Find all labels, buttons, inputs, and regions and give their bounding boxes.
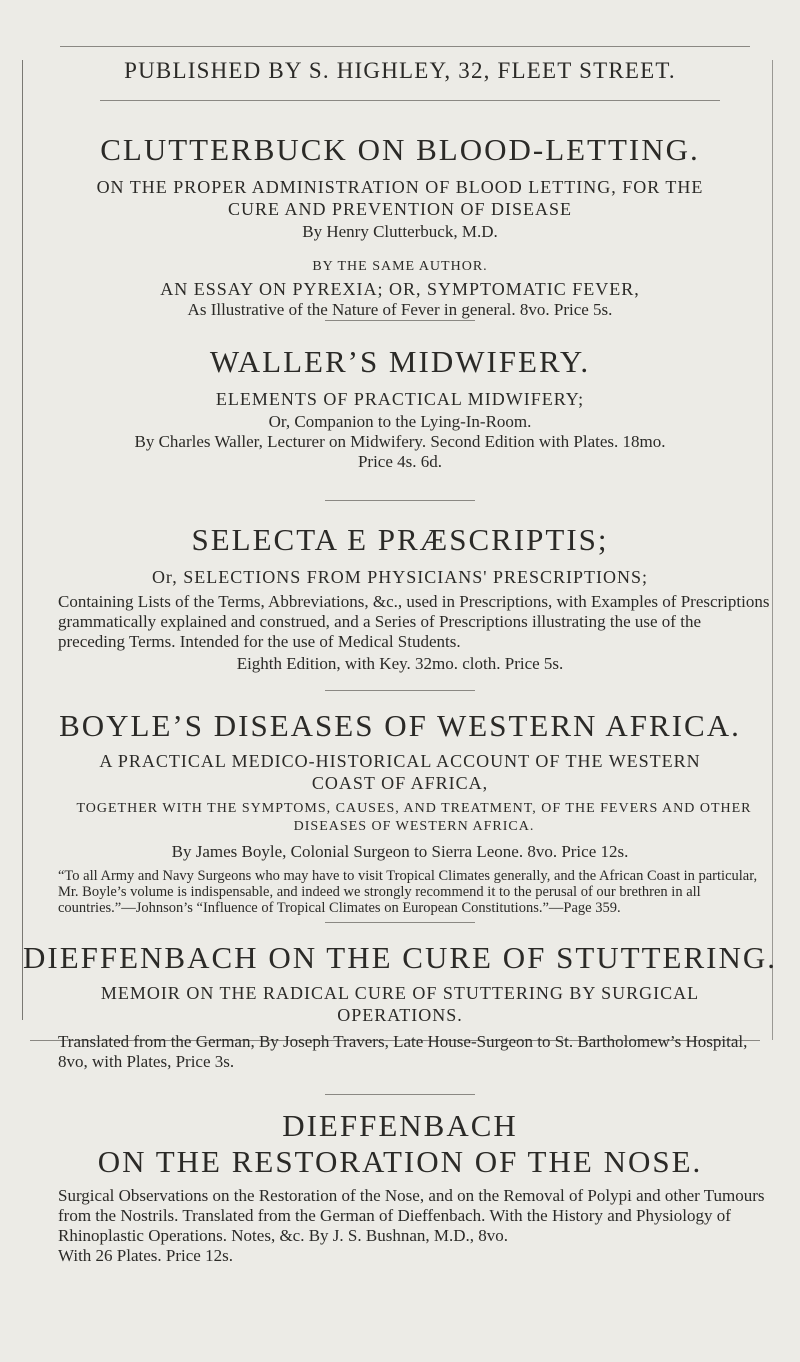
entry-description: Surgical Observations on the Restoration of the Nose, and on the Removal of Polypi and other Tumours from the Nostrils. Translated from the German of Dieffenbach. With the History and Physiology of Rhinoplastic Operations. Notes, &c. By J. S. Bushnan, M.D., 8vo. bbox=[58, 1186, 765, 1245]
entry-boyle bbox=[0, 708, 800, 916]
entry-clutterbuck bbox=[0, 132, 800, 320]
entry-title-line2: ON THE RESTORATION OF THE NOSE. bbox=[97, 1144, 703, 1179]
entry-line: Or, Companion to the Lying-In-Room. bbox=[268, 412, 532, 431]
entry-dieffenbach-nose bbox=[0, 1108, 800, 1266]
divider-2 bbox=[0, 500, 800, 501]
divider-4 bbox=[0, 922, 800, 923]
divider-3 bbox=[0, 690, 800, 691]
essay-description: As Illustrative of the Nature of Fever in general. 8vo. Price 5s. bbox=[187, 300, 613, 319]
entry-title: SELECTA E PRÆSCRIPTIS; bbox=[191, 522, 609, 557]
entry-subtitle: MEMOIR ON THE RADICAL CURE OF STUTTERING BY SURGICAL OPERATIONS. bbox=[100, 983, 700, 1025]
entry-edition: Eighth Edition, with Key. 32mo. cloth. Price 5s. bbox=[236, 654, 564, 673]
entry-title: DIEFFENBACH ON THE CURE OF STUTTERING. bbox=[22, 940, 777, 975]
entry-selecta bbox=[0, 522, 800, 674]
entry-plates: With 26 Plates. Price 12s. bbox=[58, 1246, 233, 1265]
entry-description: Containing Lists of the Terms, Abbreviations, &c., used in Prescriptions, with Examples of Prescriptions grammatically explained and construed, and a Series of Prescriptions illustrating the use of the preceding Terms. Intended for the use of Medical Students. bbox=[58, 592, 770, 651]
entry-author: By Henry Clutterbuck, M.D. bbox=[302, 222, 498, 241]
divider-1 bbox=[0, 320, 800, 321]
same-author-heading: BY THE SAME AUTHOR. bbox=[312, 259, 488, 274]
entry-author: By Charles Waller, Lecturer on Midwifery. Second Edition with Plates. 18mo. bbox=[134, 432, 666, 451]
entry-subtitle: ELEMENTS OF PRACTICAL MIDWIFERY; bbox=[215, 389, 585, 409]
entry-subtitle: Or, SELECTIONS FROM PHYSICIANS' PRESCRIPTIONS; bbox=[151, 567, 649, 587]
essay-title: AN ESSAY ON PYREXIA; OR, SYMPTOMATIC FEVER, bbox=[160, 279, 640, 299]
entry-line: TOGETHER WITH THE SYMPTOMS, CAUSES, AND TREATMENT, OF THE FEVERS AND OTHER DISEASES OF WESTERN AFRICA. bbox=[76, 801, 752, 834]
entry-subtitle: A PRACTICAL MEDICO-HISTORICAL ACCOUNT OF THE WESTERN COAST OF AFRICA, bbox=[99, 751, 701, 793]
entry-title: WALLER’S MIDWIFERY. bbox=[209, 344, 591, 379]
entry-waller bbox=[0, 344, 800, 472]
divider-5 bbox=[0, 1094, 800, 1095]
top-rule bbox=[60, 46, 750, 47]
entry-title: DIEFFENBACH bbox=[282, 1108, 518, 1143]
entry-review-quote: “To all Army and Navy Surgeons who may have to visit Tropical Climates generally, and the African Coast in particular, Mr. Boyle’s volume is indispensable, and indeed we strongly recommend it to the perusal of our brethren in all countries.”—Johnson’s “Influence of Tropical Climates on European Constitutions.”—Page 359. bbox=[58, 868, 758, 916]
header-rule bbox=[100, 100, 720, 101]
entry-subtitle: ON THE PROPER ADMINISTRATION OF BLOOD LETTING, FOR THE CURE AND PREVENTION OF DISEASE bbox=[96, 177, 704, 219]
entry-title: CLUTTERBUCK ON BLOOD-LETTING. bbox=[100, 132, 700, 167]
entry-description: Translated from the German, By Joseph Travers, Late House-Surgeon to St. Bartholomew’s Hospital, 8vo, with Plates, Price 3s. bbox=[58, 1032, 748, 1071]
entry-price: Price 4s. 6d. bbox=[357, 452, 443, 471]
entry-author: By James Boyle, Colonial Surgeon to Sierra Leone. 8vo. Price 12s. bbox=[171, 842, 629, 861]
entry-dieffenbach-stuttering bbox=[0, 940, 800, 1072]
entry-title: BOYLE’S DISEASES OF WESTERN AFRICA. bbox=[59, 708, 741, 743]
publisher-line: PUBLISHED BY S. HIGHLEY, 32, FLEET STREET. bbox=[124, 58, 676, 83]
